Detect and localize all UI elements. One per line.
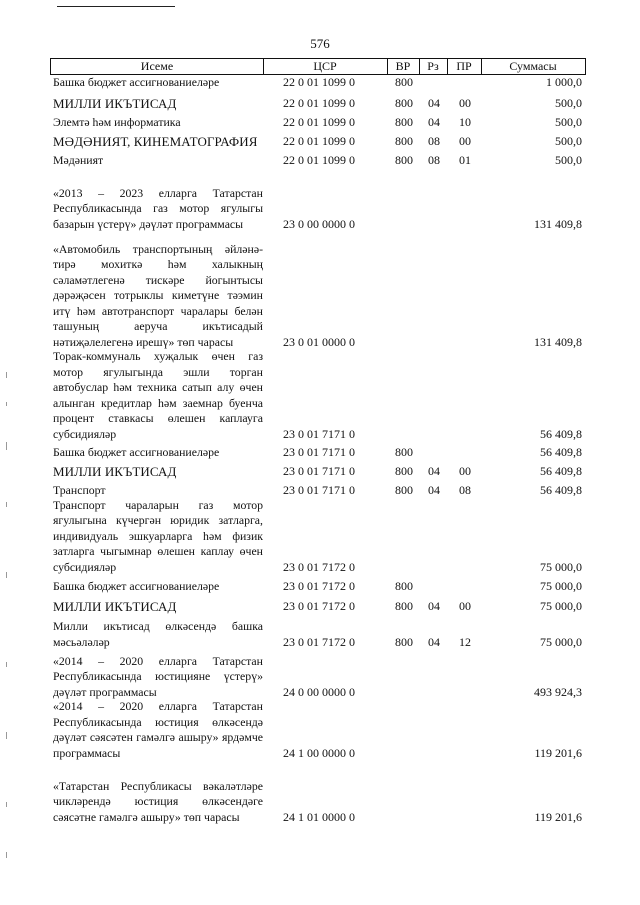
table-row (50, 479, 586, 498)
row-pr: 08 (459, 482, 471, 497)
row-pr: 00 (459, 95, 471, 110)
table-row (50, 442, 586, 460)
row-rz: 04 (428, 598, 440, 613)
row-name: Башка бюджет ассигнованиелəре (53, 444, 220, 459)
row-csr: 24 1 00 0000 0 (283, 745, 355, 760)
row-name: «Татарстан Республикасы вəкалəтлəре чиклəрендə юстиция өлкəсендəге сəясəтне гамəлгə ашыру» төп чарасы (53, 778, 263, 824)
row-csr: 23 0 01 7172 0 (283, 634, 355, 649)
row-sum: 119 201,6 (534, 745, 582, 760)
header-rz: Рз (427, 59, 439, 73)
row-sum: 131 409,8 (534, 334, 582, 349)
table-row (50, 575, 586, 594)
row-name: Транспорт (53, 482, 106, 497)
row-name: МИЛЛИ ИКЪТИСАД (53, 95, 177, 111)
row-sum: 75 000,0 (540, 559, 582, 574)
row-pr: 00 (459, 133, 471, 148)
row-vr: 800 (395, 578, 413, 593)
row-sum: 500,0 (555, 95, 582, 110)
row-sum: 75 000,0 (540, 634, 582, 649)
page-number: 576 (310, 36, 330, 51)
table-row (50, 460, 586, 479)
row-name: «2013 – 2023 елларга Татарстан Республикасында газ мотор ягулыгы базарын үстерү» дəүлəт программасы (53, 185, 263, 231)
row-vr: 800 (395, 634, 413, 649)
table-row (50, 650, 586, 700)
row-vr: 800 (395, 74, 413, 89)
row-sum: 500,0 (555, 133, 582, 148)
table-row (50, 232, 586, 350)
row-sum: 131 409,8 (534, 216, 582, 231)
table-row (50, 149, 586, 168)
table-row (50, 594, 586, 614)
row-rz: 04 (428, 95, 440, 110)
row-csr: 23 0 01 7171 0 (283, 463, 355, 478)
row-name: Торак-коммуналь хуҗалык өчен газ мотор ягулыгында эшли торган автобуслар һəм техника сатып алу өчен алынган кредитлар һəм заемнар буенча процент ставкасы өлешен каплауга субсидиялəр (53, 349, 263, 441)
row-vr: 800 (395, 95, 413, 110)
row-sum: 1 000,0 (546, 74, 582, 89)
row-name: «2014 – 2020 елларга Татарстан Республикасында юстиция өлкəсендə дəүлəт сəясəтен гамəлгə ашыру» ярдəмче программасы (53, 699, 263, 760)
header-pr: ПР (456, 59, 472, 73)
row-csr: 23 0 01 0000 0 (283, 334, 355, 349)
row-csr: 22 0 01 1099 0 (283, 152, 355, 167)
row-csr: 23 0 01 7172 0 (283, 598, 355, 613)
row-name: МИЛЛИ ИКЪТИСАД (53, 463, 177, 479)
table-row (50, 111, 586, 130)
row-vr: 800 (395, 114, 413, 129)
row-csr: 22 0 01 1099 0 (283, 114, 355, 129)
row-name: Мəдəният (53, 152, 104, 167)
table-row (50, 700, 586, 761)
row-name: «2014 – 2020 елларга Татарстан Республикасында юстицияне үстерү» дəүлəт программасы (53, 653, 263, 699)
margin-marks (4, 372, 10, 872)
row-name: Элемтə һəм информатика (53, 114, 181, 129)
row-pr: 10 (459, 114, 471, 129)
row-vr: 800 (395, 482, 413, 497)
row-rz: 04 (428, 634, 440, 649)
row-sum: 56 409,8 (540, 426, 582, 441)
row-sum: 56 409,8 (540, 482, 582, 497)
table-row (50, 75, 586, 90)
header-vr: ВР (395, 59, 411, 73)
row-csr: 24 0 00 0000 0 (283, 684, 355, 699)
top-rule (57, 6, 175, 7)
row-rz: 08 (428, 133, 440, 148)
row-rz: 04 (428, 114, 440, 129)
row-pr: 00 (459, 463, 471, 478)
row-vr: 800 (395, 133, 413, 148)
row-sum: 119 201,6 (534, 809, 582, 824)
row-name: Милли икътисад өлкəсендə башка мəсьəлəлəр (53, 619, 263, 649)
row-sum: 75 000,0 (540, 598, 582, 613)
row-pr: 12 (459, 634, 471, 649)
table-row (50, 761, 586, 825)
row-csr: 22 0 01 1099 0 (283, 74, 355, 89)
table-row (50, 130, 586, 149)
row-csr: 23 0 01 7171 0 (283, 444, 355, 459)
row-name: Транспорт чараларын газ мотор ягулыгына күчергəн юридик затларга, индивидуаль эшкуарларга һəм физик затларга чыгымнар өлешен каплау өчен субсидиялəр (53, 497, 263, 574)
row-csr: 22 0 01 1099 0 (283, 95, 355, 110)
row-vr: 800 (395, 444, 413, 459)
row-rz: 08 (428, 152, 440, 167)
row-vr: 800 (395, 598, 413, 613)
table-row (50, 498, 586, 575)
row-name: Башка бюджет ассигнованиелəре (53, 74, 220, 89)
row-sum: 75 000,0 (540, 578, 582, 593)
row-pr: 01 (459, 152, 471, 167)
row-csr: 24 1 01 0000 0 (283, 809, 355, 824)
row-csr: 23 0 01 7171 0 (283, 482, 355, 497)
table-header (50, 58, 586, 75)
row-rz: 04 (428, 463, 440, 478)
row-pr: 00 (459, 598, 471, 613)
header-csr: ЦСР (313, 59, 337, 73)
row-csr: 22 0 01 1099 0 (283, 133, 355, 148)
row-sum: 56 409,8 (540, 444, 582, 459)
row-csr: 23 0 01 7171 0 (283, 426, 355, 441)
row-name: «Автомобиль транспортының əйлəнə-тирə мохиткə һəм халыкның сəламəтлегенə тискəре йогынтысы дəрəҗəсен тотрыклы киметүне тəэмин итү һəм автотранспорт чаралары белəн ташуның аеруча икътисадый нəтиҗəлелегенə ирешү» төп чарасы (53, 241, 263, 349)
row-rz: 04 (428, 482, 440, 497)
row-sum: 500,0 (555, 152, 582, 167)
row-vr: 800 (395, 152, 413, 167)
table-row (50, 168, 586, 232)
row-name: МƏДƏНИЯТ, КИНЕМАТОГРАФИЯ (53, 133, 258, 149)
row-vr: 800 (395, 463, 413, 478)
table-row (50, 90, 586, 111)
row-name: МИЛЛИ ИКЪТИСАД (53, 598, 177, 614)
row-name: Башка бюджет ассигнованиелəре (53, 578, 220, 593)
row-sum: 493 924,3 (534, 684, 582, 699)
header-name: Исеме (140, 59, 174, 73)
budget-table (50, 58, 586, 825)
table-row (50, 614, 586, 650)
row-sum: 56 409,8 (540, 463, 582, 478)
row-csr: 23 0 00 0000 0 (283, 216, 355, 231)
header-sum: Суммасы (509, 59, 557, 73)
row-csr: 23 0 01 7172 0 (283, 578, 355, 593)
row-sum: 500,0 (555, 114, 582, 129)
row-csr: 23 0 01 7172 0 (283, 559, 355, 574)
table-row (50, 350, 586, 442)
